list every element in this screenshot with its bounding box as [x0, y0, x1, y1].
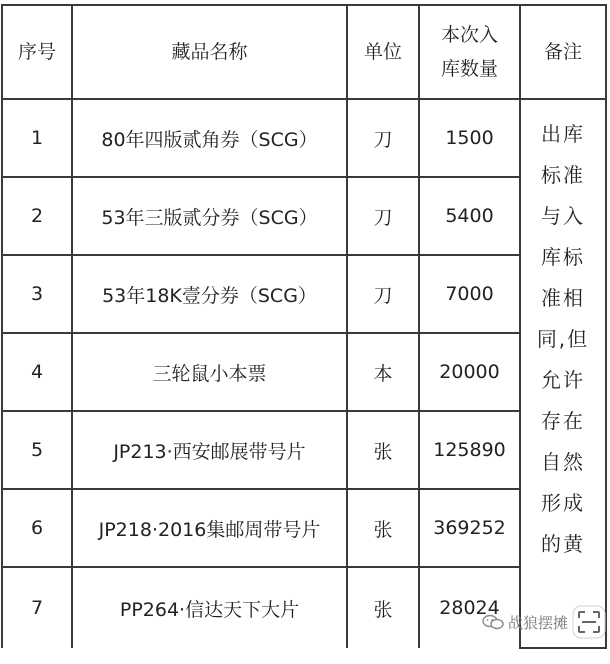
cell-name: 80年四版贰角券（SCG） — [72, 99, 347, 177]
header-name: 藏品名称 — [72, 5, 347, 99]
cell-unit: 刀 — [347, 177, 419, 255]
table-row — [2, 333, 606, 411]
cell-seq: 2 — [2, 177, 72, 255]
watermark-text: 战狼摆摊 — [507, 613, 568, 632]
cell-quantity: 5400 — [419, 177, 520, 255]
note-line: 形成 — [541, 491, 585, 515]
cell-name: 53年18K壹分券（SCG） — [72, 255, 347, 333]
cell-name: JP213·西安邮展带号片 — [72, 411, 347, 489]
note-line: 允许 — [541, 368, 585, 392]
cell-seq: 5 — [2, 411, 72, 489]
cell-quantity: 369252 — [419, 489, 520, 567]
cell-unit: 张 — [347, 411, 419, 489]
header-row — [2, 5, 606, 99]
note-line: 的黄 — [541, 532, 585, 556]
header-quantity — [419, 5, 520, 99]
table-row — [2, 489, 606, 567]
header-seq: 序号 — [2, 5, 72, 99]
note-line: 存在 — [541, 409, 585, 433]
inventory-table — [1, 4, 607, 649]
cell-quantity: 7000 — [419, 255, 520, 333]
watermark — [482, 604, 606, 640]
cell-quantity: 28024 — [419, 567, 520, 648]
cell-name: PP264·信达天下大片 — [72, 567, 347, 648]
cell-quantity: 20000 — [419, 333, 520, 411]
cell-quantity: 125890 — [419, 411, 520, 489]
note-text — [521, 114, 605, 565]
cell-seq: 6 — [2, 489, 72, 567]
cell-seq: 1 — [2, 99, 72, 177]
header-quantity-line2: 库数量 — [440, 58, 498, 80]
cell-seq: 4 — [2, 333, 72, 411]
header-note: 备注 — [520, 5, 606, 99]
table-row — [2, 177, 606, 255]
note-line: 标准 — [541, 163, 585, 187]
cell-unit: 张 — [347, 489, 419, 567]
cell-unit: 刀 — [347, 255, 419, 333]
wechat-icon — [482, 614, 504, 630]
note-line: 准相 — [541, 286, 585, 310]
note-cell — [520, 99, 606, 648]
cell-unit: 刀 — [347, 99, 419, 177]
cell-name: 三轮鼠小本票 — [72, 333, 347, 411]
table-row — [2, 411, 606, 489]
cell-seq: 3 — [2, 255, 72, 333]
note-line: 自然 — [541, 450, 585, 474]
cell-unit: 本 — [347, 333, 419, 411]
note-line: 库标 — [541, 245, 585, 269]
header-unit: 单位 — [347, 5, 419, 99]
cell-name: 53年三版贰分券（SCG） — [72, 177, 347, 255]
note-line: 与入 — [541, 204, 585, 228]
note-line: 出库 — [541, 122, 585, 146]
note-line: 同,但 — [536, 327, 590, 351]
table-row — [2, 99, 606, 177]
scan-icon[interactable] — [572, 605, 606, 639]
cell-seq: 7 — [2, 567, 72, 648]
table-row — [2, 255, 606, 333]
cell-name: JP218·2016集邮周带号片 — [72, 489, 347, 567]
header-quantity-line1: 本次入 — [440, 24, 498, 46]
cell-quantity: 1500 — [419, 99, 520, 177]
cell-unit: 张 — [347, 567, 419, 648]
